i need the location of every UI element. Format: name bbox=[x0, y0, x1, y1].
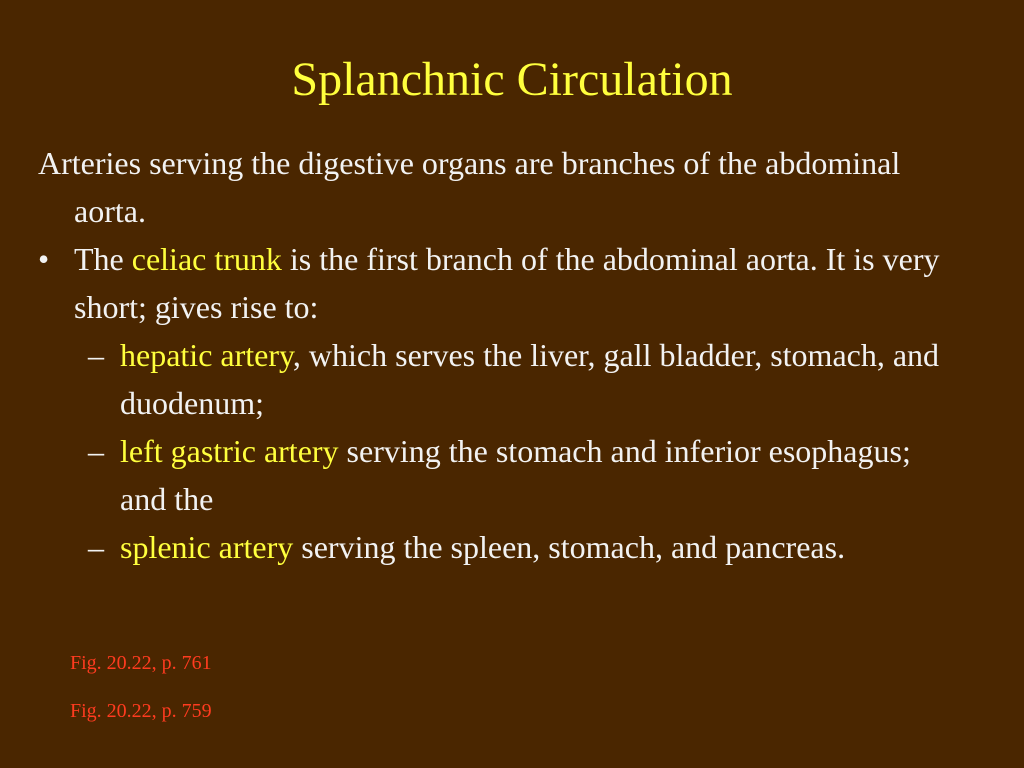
highlight-celiac-trunk: celiac trunk bbox=[131, 241, 282, 277]
highlight-hepatic-artery: hepatic artery bbox=[120, 337, 293, 373]
figure-reference: Fig. 20.22, p. 761 bbox=[70, 652, 212, 674]
bullet-text-after: is the first branch of the abdominal aorta. It is very short; gives rise to: bbox=[74, 241, 940, 325]
highlight-splenic-artery: splenic artery bbox=[120, 529, 294, 565]
bullet-celiac-trunk bbox=[38, 235, 958, 331]
sub-item-text: , which serves the liver, gall bladder, stomach, and duodenum; bbox=[120, 337, 940, 421]
sub-item-left-gastric-artery bbox=[38, 427, 958, 523]
sub-item-text: serving the stomach and inferior esophagus; and the bbox=[120, 433, 911, 517]
highlight-left-gastric-artery: left gastric artery bbox=[120, 433, 339, 469]
dash-icon: – bbox=[88, 337, 104, 373]
figure-reference: Fig. 20.22, p. 759 bbox=[70, 700, 212, 722]
bullet-icon: • bbox=[38, 241, 50, 277]
sub-item-hepatic-artery bbox=[38, 331, 958, 427]
slide-body bbox=[38, 139, 958, 571]
bullet-text-before: The bbox=[74, 241, 132, 277]
sub-item-splenic-artery bbox=[38, 523, 958, 571]
slide-title: Splanchnic Circulation bbox=[291, 53, 733, 106]
dash-icon: – bbox=[88, 529, 104, 565]
intro-paragraph: Arteries serving the digestive organs are branches of the abdominal aorta. bbox=[38, 145, 901, 229]
dash-icon: – bbox=[88, 433, 104, 469]
sub-item-text: serving the spleen, stomach, and pancreas. bbox=[293, 529, 846, 565]
